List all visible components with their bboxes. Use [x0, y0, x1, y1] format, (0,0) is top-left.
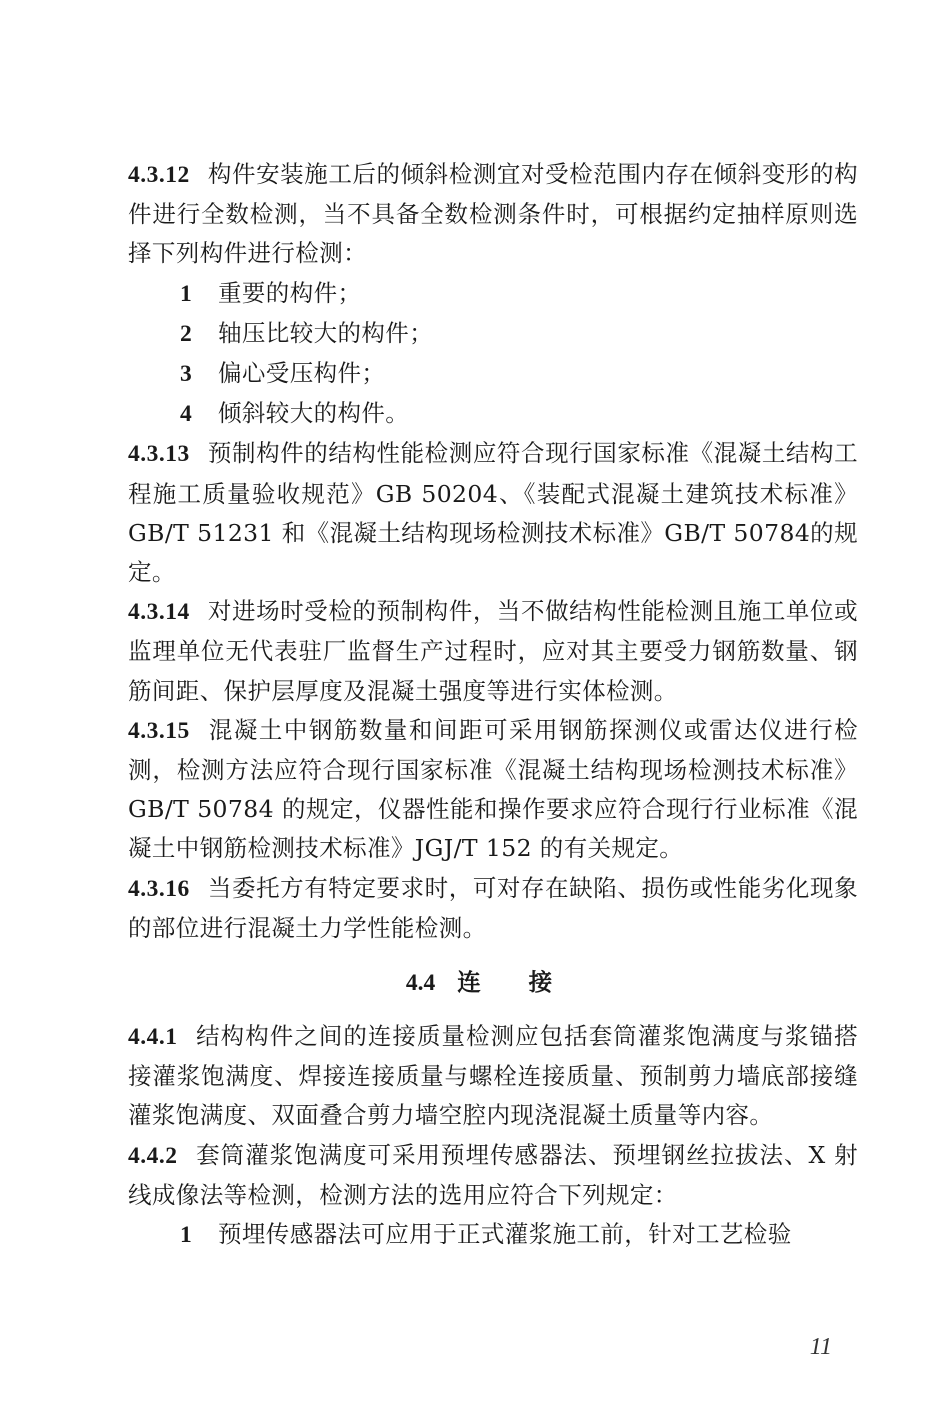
clause-number: 4.4.1	[128, 1024, 178, 1051]
clause-4-3-16	[128, 869, 858, 948]
clause-text: 对进场时受检的预制构件，当不做结构性能检测且施工单位或监理单位无代表驻厂监督生产过程时，应对其主要受力钢筋数量、钢筋间距、保护层厚度及混凝土强度等进行实体检测。	[128, 597, 858, 705]
list-item	[128, 394, 858, 434]
item-text: 重要的构件；	[218, 278, 362, 307]
list-item	[128, 274, 858, 314]
section-heading	[128, 962, 858, 1003]
clause-4-3-13	[128, 434, 858, 592]
clause-text: 套筒灌浆饱满度可采用预埋传感器法、预埋钢丝拉拔法、X 射线成像法等检测，检测方法的选用应符合下列规定：	[128, 1140, 858, 1209]
clause-4-3-14	[128, 592, 858, 711]
list-item	[128, 314, 858, 354]
item-text: 轴压比较大的构件；	[218, 318, 434, 347]
clause-text: 当委托方有特定要求时，可对存在缺陷、损伤或性能劣化现象的部位进行混凝土力学性能检测。	[128, 873, 858, 942]
clause-number: 4.3.12	[128, 162, 190, 188]
item-text: 偏心受压构件；	[218, 359, 386, 388]
clause-number: 4.3.15	[128, 717, 190, 744]
clause-text: 结构构件之间的连接质量检测应包括套筒灌浆饱满度与浆锚搭接灌浆饱满度、焊接连接质量与螺栓连接质量、预制剪力墙底部接缝灌浆饱满度、双面叠合剪力墙空腔内现浇混凝土质量等内容。	[128, 1022, 858, 1130]
section-number: 4.4	[405, 970, 436, 997]
clause-4-3-12	[128, 155, 858, 274]
section-title: 连接	[457, 968, 601, 997]
page-content	[128, 155, 858, 1255]
clause-number: 4.3.16	[128, 875, 190, 902]
item-number: 1	[180, 280, 193, 307]
clause-text: 构件安装施工后的倾斜检测宜对受检范围内存在倾斜变形的构件进行全数检测，当不具备全数检测条件时，可根据约定抽样原则选择下列构件进行检测：	[128, 160, 858, 268]
clause-4-4-1	[128, 1017, 858, 1136]
clause-number: 4.3.13	[128, 441, 190, 468]
page-number: 11	[809, 1334, 832, 1360]
item-text: 倾斜较大的构件。	[218, 399, 410, 428]
item-number: 2	[180, 320, 193, 347]
item-number: 3	[180, 361, 193, 388]
clause-4-4-2	[128, 1136, 858, 1215]
clause-text: 预制构件的结构性能检测应符合现行国家标准《混凝土结构工程施工质量验收规范》GB 50204、《装配式混凝土建筑技术标准》GB/T 51231 和《混凝土结构现场检测技术标准》GB/T 50784的规定。	[128, 439, 858, 587]
clause-number: 4.4.2	[128, 1142, 178, 1169]
list-item	[128, 354, 858, 394]
clause-number: 4.3.14	[128, 599, 190, 626]
item-number: 1	[180, 1222, 193, 1249]
item-number: 4	[180, 401, 193, 428]
clause-4-3-15	[128, 711, 858, 869]
clause-text: 混凝土中钢筋数量和间距可采用钢筋探测仪或雷达仪进行检测，检测方法应符合现行国家标准《混凝土结构现场检测技术标准》GB/T 50784 的规定，仪器性能和操作要求应符合现行行业标准《混凝土中钢筋检测技术标准》JGJ/T 152 的有关规定。	[128, 715, 858, 863]
list-item	[128, 1215, 858, 1255]
item-text: 预埋传感器法可应用于正式灌浆施工前，针对工艺检验	[218, 1220, 792, 1249]
